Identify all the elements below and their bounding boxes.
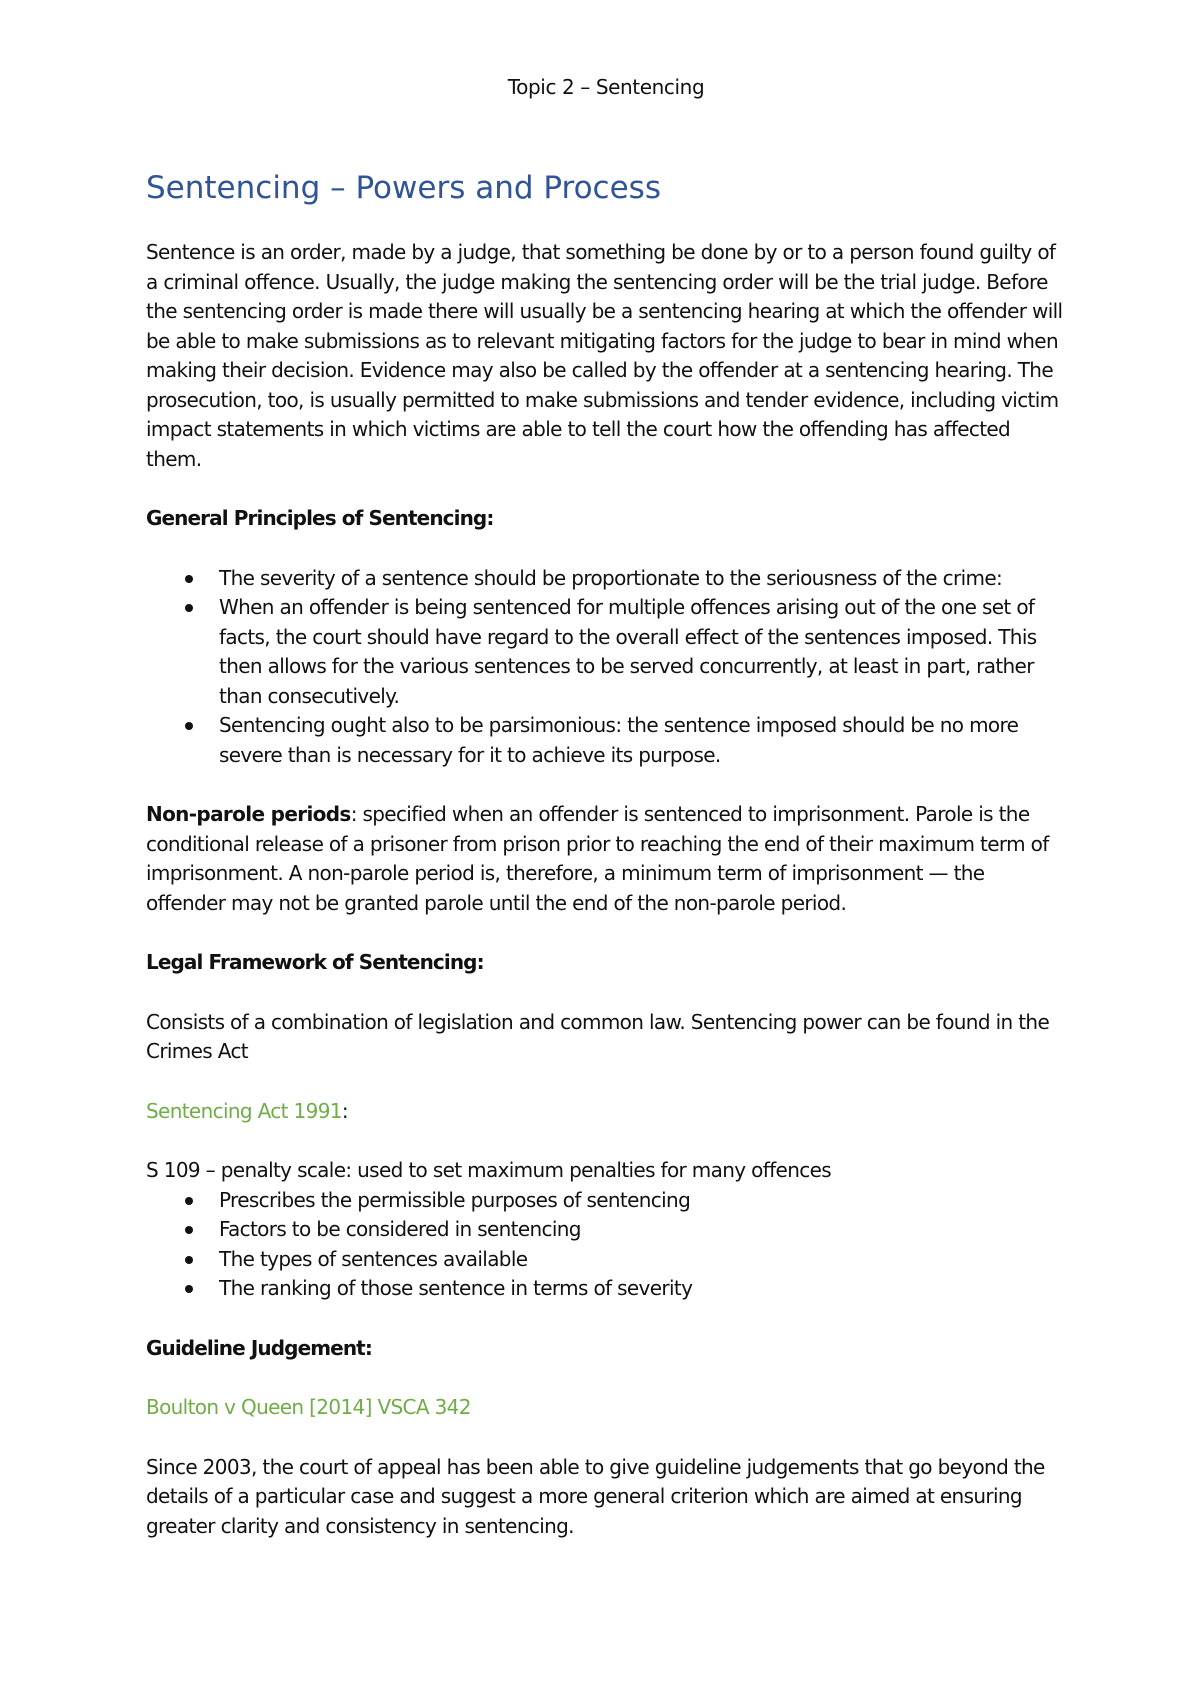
list-item: The ranking of those sentence in terms of severity [219, 1274, 1066, 1304]
sentencing-act-title: Sentencing Act 1991 [146, 1098, 342, 1123]
list-item: Sentencing ought also to be parsimonious: the sentence imposed should be no more severe than is necessary for it to achieve its purpose. [219, 711, 1066, 770]
list-item: Factors to be considered in sentencing [219, 1215, 1066, 1245]
non-parole-term: Non-parole periods [146, 802, 351, 826]
principles-list [146, 564, 1066, 771]
framework-paragraph: Consists of a combination of legislation and common law. Sentencing power can be found in the Crimes Act [146, 1009, 1050, 1063]
sentencing-act-heading [146, 1097, 1066, 1127]
intro-paragraph: Sentence is an order, made by a judge, that something be done by or to a person found guilty of a criminal offence. Usually, the judge making the sentencing order will be the trial judge. Before the sentencing order is made there will usually be a sentencing hearing at which the offender will be able to make submissions as to relevant mitigating factors for the judge to bear in mind when making their decision. Evidence may also be called by the offender at a sentencing hearing. The prosecution, too, is usually permitted to make submissions and tender evidence, including victim impact statements in which victims are able to tell the court how the offending has affected them. [146, 240, 1063, 471]
document-title: Sentencing – Powers and Process [146, 170, 661, 206]
non-parole-text: : specified when an offender is sentenced to imprisonment. Parole is the conditional release of a prisoner from prison prior to reaching the end of their maximum term of imprisonment. A non-parole period is, therefore, a minimum term of imprisonment — the offender may not be granted parole until the end of the non-parole period. [146, 802, 1049, 915]
list-item: The types of sentences available [219, 1245, 1066, 1275]
penalty-scale-line: S 109 – penalty scale: used to set maximum penalties for many offences [146, 1158, 831, 1182]
principles-heading: General Principles of Sentencing: [146, 506, 494, 530]
sentencing-act-colon: : [341, 1098, 348, 1123]
non-parole-paragraph [146, 800, 1066, 918]
list-item: When an offender is being sentenced for multiple offences arising out of the one set of facts, the court should have regard to the overall effect of the sentences imposed. This then allows for the various sentences to be served concurrently, at least in part, rather than consecutively. [219, 593, 1066, 711]
guideline-heading: Guideline Judgement: [146, 1335, 372, 1360]
guideline-case: Boulton v Queen [2014] VSCA 342 [146, 1395, 471, 1419]
list-item: Prescribes the permissible purposes of sentencing [219, 1186, 1066, 1216]
guideline-paragraph: Since 2003, the court of appeal has been able to give guideline judgements that go beyond the details of a particular case and suggest a more general criterion which are aimed at ensuring greater clarity and consistency in sentencing. [146, 1454, 1045, 1538]
list-item: The severity of a sentence should be proportionate to the seriousness of the crime: [219, 564, 1066, 594]
document-body [146, 238, 1066, 1571]
page-header: Topic 2 – Sentencing [507, 75, 705, 99]
framework-heading: Legal Framework of Sentencing: [146, 950, 484, 974]
sentencing-act-list [146, 1186, 1066, 1304]
